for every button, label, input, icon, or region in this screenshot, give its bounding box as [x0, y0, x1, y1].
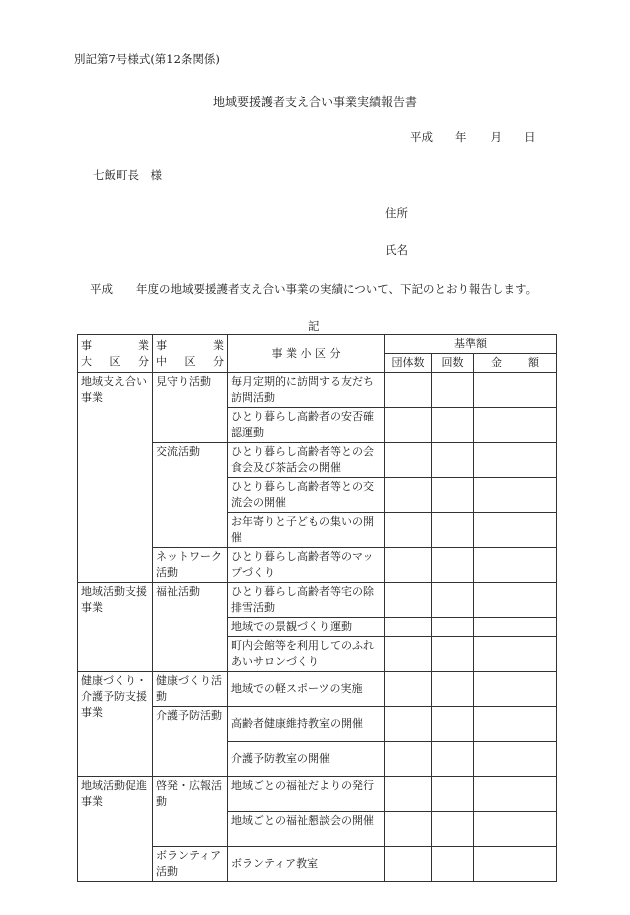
times-cell[interactable]	[432, 777, 474, 812]
amount-cell[interactable]	[474, 742, 557, 777]
times-cell[interactable]	[432, 478, 474, 513]
header-char: 分	[138, 354, 149, 368]
amount-cell[interactable]	[474, 707, 557, 742]
middle-cell: 健康づくり活動	[153, 672, 228, 707]
amount-cell[interactable]	[474, 443, 557, 478]
amount-cell[interactable]	[474, 637, 557, 672]
amount-cell[interactable]	[474, 618, 557, 637]
header-major-category	[78, 335, 153, 373]
group-count-cell[interactable]	[385, 408, 432, 443]
times-cell[interactable]	[432, 548, 474, 583]
group-count-cell[interactable]	[385, 847, 432, 882]
middle-cell: ボランティア活動	[153, 847, 228, 882]
header-char: 金	[491, 356, 502, 369]
amount-cell[interactable]	[474, 777, 557, 812]
group-count-cell[interactable]	[385, 672, 432, 707]
group-count-cell[interactable]	[385, 618, 432, 637]
table-row	[78, 373, 557, 408]
intro-text: 平成 年度の地域要援護者支え合い事業の実績について、下記のとおり報告します。	[90, 282, 538, 296]
amount-cell[interactable]	[474, 847, 557, 882]
amount-cell[interactable]	[474, 583, 557, 618]
minor-cell: ひとり暮らし高齢者の安否確認運動	[228, 408, 385, 443]
date-year: 年	[455, 130, 467, 144]
header-amount	[474, 354, 557, 373]
amount-cell[interactable]	[474, 478, 557, 513]
header-standard-amount: 基準額	[385, 335, 557, 354]
header-minor-category: 事 業 小 区 分	[228, 335, 385, 373]
addressee: 七飯町長 様	[93, 168, 162, 182]
header-times: 回数	[432, 354, 474, 373]
table-row	[78, 672, 557, 707]
group-count-cell[interactable]	[385, 777, 432, 812]
times-cell[interactable]	[432, 373, 474, 408]
amount-cell[interactable]	[474, 513, 557, 548]
times-cell[interactable]	[432, 672, 474, 707]
amount-cell[interactable]	[474, 408, 557, 443]
group-count-cell[interactable]	[385, 637, 432, 672]
minor-cell: 地域ごとの福祉だよりの発行	[228, 777, 385, 812]
header-char: 区	[109, 354, 121, 368]
table-row	[78, 777, 557, 812]
minor-cell: 地域ごとの福祉懇談会の開催	[228, 812, 385, 847]
middle-cell: 交流活動	[153, 443, 228, 548]
times-cell[interactable]	[432, 812, 474, 847]
header-char: 事	[156, 338, 167, 352]
times-cell[interactable]	[432, 707, 474, 742]
name-label: 氏名	[385, 243, 408, 257]
minor-cell: 地域での軽スポーツの実施	[228, 672, 385, 707]
minor-cell: 高齢者健康維持教室の開催	[228, 707, 385, 742]
minor-cell: ボランティア教室	[228, 847, 385, 882]
amount-cell[interactable]	[474, 548, 557, 583]
date-month: 月	[490, 130, 502, 144]
major-cell: 健康づくり・介護予防支援事業	[78, 672, 153, 777]
group-count-cell[interactable]	[385, 812, 432, 847]
major-cell: 地域活動促進事業	[78, 777, 153, 882]
form-number: 別記第7号様式(第12条関係)	[74, 52, 220, 66]
minor-cell: ひとり暮らし高齢者等との交流会の開催	[228, 478, 385, 513]
minor-cell: ひとり暮らし高齢者等宅の除排雪活動	[228, 583, 385, 618]
amount-cell[interactable]	[474, 672, 557, 707]
times-cell[interactable]	[432, 742, 474, 777]
table-row	[78, 583, 557, 618]
address-label: 住所	[385, 206, 408, 220]
times-cell[interactable]	[432, 443, 474, 478]
header-char: 額	[528, 356, 539, 369]
amount-cell[interactable]	[474, 812, 557, 847]
header-char: 大	[81, 354, 92, 368]
ki-mark: 記	[308, 319, 320, 333]
date-day: 日	[524, 130, 536, 144]
date-era: 平成	[410, 130, 433, 144]
group-count-cell[interactable]	[385, 513, 432, 548]
group-count-cell[interactable]	[385, 478, 432, 513]
middle-cell: ネットワーク活動	[153, 548, 228, 583]
minor-cell: 地域での景観づくり運動	[228, 618, 385, 637]
amount-cell[interactable]	[474, 373, 557, 408]
middle-cell: 啓発・広報活動	[153, 777, 228, 847]
report-table	[77, 334, 557, 882]
middle-cell: 介護予防活動	[153, 707, 228, 777]
document-title: 地域要援護者支え合い事業実績報告書	[213, 95, 418, 109]
header-char: 業	[138, 338, 149, 352]
times-cell[interactable]	[432, 637, 474, 672]
header-char: 区	[184, 354, 196, 368]
minor-cell: お年寄りと子どもの集いの開催	[228, 513, 385, 548]
header-char: 事	[81, 338, 92, 352]
times-cell[interactable]	[432, 847, 474, 882]
header-row-1	[78, 335, 557, 354]
header-group-count: 団体数	[385, 354, 432, 373]
header-char: 中	[156, 354, 167, 368]
group-count-cell[interactable]	[385, 443, 432, 478]
major-cell: 地域活動支援事業	[78, 583, 153, 672]
report-date	[410, 129, 536, 145]
times-cell[interactable]	[432, 583, 474, 618]
middle-cell: 福祉活動	[153, 583, 228, 672]
middle-cell: 見守り活動	[153, 373, 228, 443]
minor-cell: 毎月定期的に訪問する友だち訪問活動	[228, 373, 385, 408]
times-cell[interactable]	[432, 408, 474, 443]
minor-cell: 介護予防教室の開催	[228, 742, 385, 777]
group-count-cell[interactable]	[385, 742, 432, 777]
minor-cell: 町内会館等を利用してのふれあいサロンづくり	[228, 637, 385, 672]
group-count-cell[interactable]	[385, 707, 432, 742]
times-cell[interactable]	[432, 618, 474, 637]
header-middle-category	[153, 335, 228, 373]
group-count-cell[interactable]	[385, 373, 432, 408]
group-count-cell[interactable]	[385, 583, 432, 618]
times-cell[interactable]	[432, 513, 474, 548]
header-char: 業	[213, 338, 224, 352]
minor-cell: ひとり暮らし高齢者等との会食会及び茶話会の開催	[228, 443, 385, 478]
major-cell: 地域支え合い事業	[78, 373, 153, 583]
minor-cell: ひとり暮らし高齢者等のマップづくり	[228, 548, 385, 583]
header-char: 分	[213, 354, 224, 368]
group-count-cell[interactable]	[385, 548, 432, 583]
